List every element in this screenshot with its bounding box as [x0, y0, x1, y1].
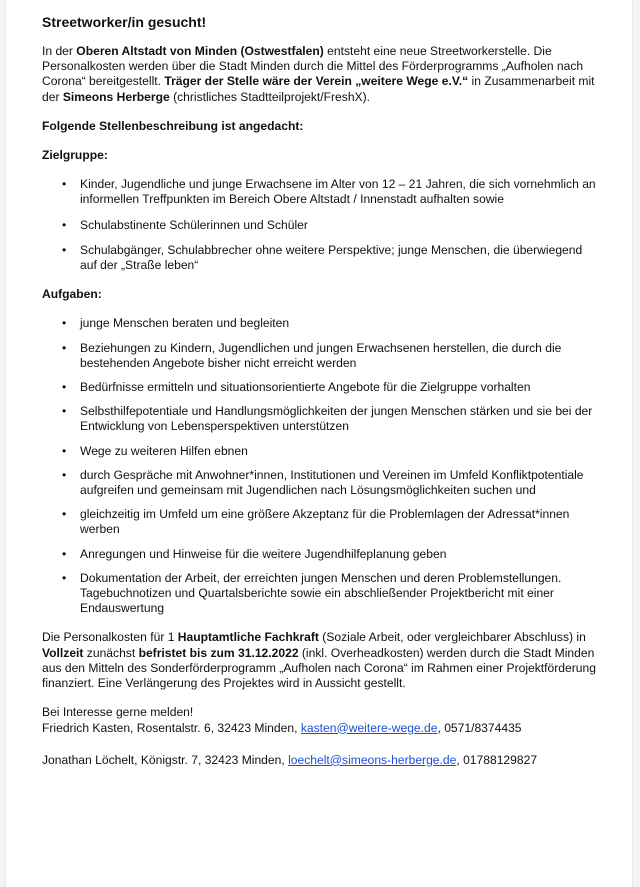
- list-item: • Beziehungen zu Kindern, Jugendlichen und jungen Erwachsenen herstellen, die durch die bestehenden Angebote bisher nicht erreicht werden: [42, 341, 602, 371]
- target-group-heading: Zielgruppe:: [42, 148, 108, 163]
- list-item: • Anregungen und Hinweise für die weitere Jugendhilfeplanung geben: [42, 547, 602, 562]
- funding-text: Die Personalkosten für 1: [42, 630, 178, 645]
- list-item: • Schulabstinente Schülerinnen und Schüler: [42, 218, 602, 233]
- funding-deadline: befristet bis zum 31.12.2022: [138, 645, 299, 660]
- email-link[interactable]: loechelt@simeons-herberge.de: [288, 752, 457, 767]
- funding-paragraph: [42, 630, 602, 691]
- funding-text: zunächst: [83, 645, 139, 660]
- intro-text: entsteht eine neue Streetworkerstelle. Die Personalkosten werden über die Stadt Minden durch die Mittel des Förderprogramms „Aufholen nach Corona“ bereitgestellt.: [42, 44, 584, 89]
- intro-paragraph: [42, 44, 602, 105]
- intro-text: In der: [42, 44, 77, 58]
- description-heading: Folgende Stellenbeschreibung ist angedacht:: [42, 118, 304, 133]
- intro-text: in Zusammenarbeit mit der: [42, 74, 595, 104]
- intro-partner: Simeons Herberge: [62, 89, 170, 104]
- list-item: • Selbsthilfepotentiale und Handlungsmöglichkeiten der jungen Menschen stärken und sie bei der Entwicklung von Lebensperspektiven unterstützen: [42, 404, 602, 434]
- funding-text: (inkl. Overheadkosten) werden durch die Stadt Minden aus den Mitteln des Sonderförderprogramm „Aufholen nach Corona“ im Rahmen einer Projektförderung finanziert. Eine Verlängerung des Projektes wird in Aussicht gestellt.: [42, 645, 596, 691]
- tasks-list: [42, 316, 602, 616]
- contact-phone: , 01788129827: [456, 752, 538, 767]
- list-item: • durch Gespräche mit Anwohner*innen, Institutionen und Vereinen im Umfeld Konfliktpotentiale aufgreifen und gemeinsam mit Jugendlichen nach Lösungsmöglichkeiten suchen und: [42, 468, 602, 498]
- list-item: • Kinder, Jugendliche und junge Erwachsene im Alter von 12 – 21 Jahren, die sich vornehmlich an informellen Treffpunkten im Bereich Obere Altstadt / Innenstadt aufhalten sowie: [42, 177, 602, 207]
- list-item: • gleichzeitig im Umfeld um eine größere Akzeptanz für die Problemlagen der Adressat*innen werben: [42, 507, 602, 537]
- list-item: • Schulabgänger, Schulabbrecher ohne weitere Perspektive; junge Menschen, die überwiegend auf der „Straße leben“: [42, 243, 602, 273]
- funding-fulltime: Vollzeit: [42, 645, 84, 660]
- contact-name-address: Jonathan Löchelt, Königstr. 7, 32423 Minden,: [42, 752, 289, 767]
- list-item: • Dokumentation der Arbeit, der erreichten jungen Menschen und deren Problemstellungen. Tagebuchnotizen und Quartalsberichte sowie ein abschließender Projektbericht mit einer Endauswertung: [42, 571, 602, 617]
- closing-line: Bei Interesse gerne melden!: [42, 705, 194, 720]
- list-item: • Wege zu weiteren Hilfen ebnen: [42, 444, 602, 459]
- intro-location: Oberen Altstadt von Minden (Ostwestfalen): [76, 44, 324, 58]
- tasks-heading: Aufgaben:: [42, 287, 102, 302]
- email-link[interactable]: kasten@weitere-wege.de: [300, 720, 438, 735]
- contact-phone: , 0571/8374435: [437, 720, 522, 735]
- document-content: [42, 14, 602, 768]
- document-page: [6, 0, 632, 887]
- contact-line: [42, 721, 602, 736]
- target-group-list: [42, 177, 602, 273]
- funding-position: Hauptamtliche Fachkraft: [177, 630, 319, 645]
- page-title: Streetworker/in gesucht!: [42, 14, 207, 30]
- list-item: • Bedürfnisse ermitteln und situationsorientierte Angebote für die Zielgruppe vorhalten: [42, 380, 602, 395]
- contact-name-address: Friedrich Kasten, Rosentalstr. 6, 32423 Minden,: [42, 720, 301, 735]
- funding-text: (Soziale Arbeit, oder vergleichbarer Abschluss) in: [318, 630, 586, 645]
- intro-sponsor: Träger der Stelle wäre der Verein „weitere Wege e.V.“: [164, 74, 469, 89]
- contact-line: [42, 753, 602, 768]
- intro-text: (christliches Stadtteilprojekt/FreshX).: [169, 89, 371, 104]
- list-item: • junge Menschen beraten und begleiten: [42, 316, 602, 331]
